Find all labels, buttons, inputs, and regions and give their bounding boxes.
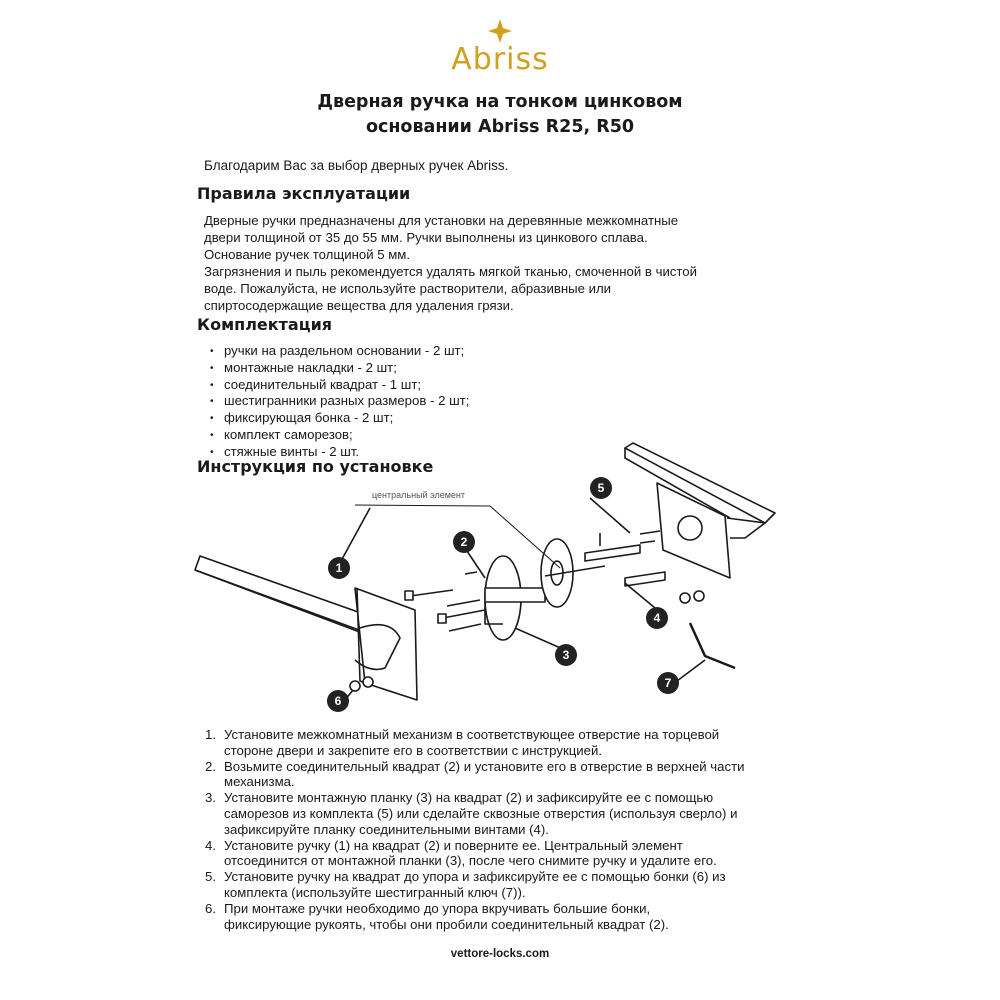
central-element-drawing (541, 539, 605, 607)
callout-4: 4 (653, 611, 661, 625)
step-item (205, 869, 745, 900)
rules-line: двери толщиной от 35 до 55 мм. Ручки выполнены из цинкового сплава. (204, 230, 648, 245)
step-line: Установите ручку на квадрат до упора и зафиксируйте ее с помощью бонки (6) из (224, 869, 726, 885)
callout-5: 5 (597, 481, 605, 495)
page-title (0, 90, 1000, 140)
list-item: • шестигранники разных размеров - 2 шт; (210, 393, 469, 410)
callout-6: 6 (334, 694, 342, 708)
step-line: отсоединится от монтажной планки (3), после чего снимите ручку и удалите его. (224, 853, 717, 869)
list-item: • соединительный квадрат - 1 шт; (210, 377, 469, 394)
callout-2: 2 (460, 535, 468, 549)
step-line: саморезов из комплекта (5) или сделайте сквозные отверстия (используя сверло) и (224, 805, 738, 821)
step-number: 5. (205, 869, 216, 885)
step-item (205, 901, 745, 932)
intro-text: Благодарим Вас за выбор дверных ручек Abriss. (204, 158, 509, 173)
bonki-drawing (350, 677, 373, 691)
step-item (205, 759, 745, 790)
install-heading: Инструкция по установке (197, 457, 434, 476)
callout-7: 7 (664, 676, 672, 690)
step-line: фиксирующие рукоять, чтобы они пробили соединительный квадрат (2). (224, 916, 669, 932)
footer-website: vettore-locks.com (450, 948, 550, 960)
title-line-1: Дверная ручка на тонком цинковом (317, 92, 683, 112)
step-line: комплекта (используйте шестигранный ключ (7)). (224, 884, 526, 900)
title-line-2: основании Abriss R25, R50 (365, 117, 635, 137)
installation-diagram (185, 438, 785, 728)
list-item: • фиксирующая бонка - 2 шт; (210, 410, 469, 427)
handle-left-drawing (195, 556, 417, 700)
list-item: • монтажные накладки - 2 шт; (210, 360, 469, 377)
step-line: стороне двери и закрепите его в соответствии с инструкцией. (224, 742, 603, 758)
step-number: 2. (205, 758, 216, 774)
rules-heading: Правила эксплуатации (197, 184, 411, 203)
rules-line: Основание ручек толщиной 5 мм. (204, 247, 411, 262)
mounting-plate-drawing (485, 556, 545, 640)
step-line: механизма. (224, 774, 295, 790)
diamond-star-icon (487, 18, 513, 44)
central-element-label: центральный элемент (372, 490, 466, 500)
handle-right-drawing (625, 443, 775, 578)
callout-1: 1 (335, 561, 343, 575)
screws-left (405, 572, 485, 631)
hex-key-drawing (690, 623, 735, 668)
rules-line: Дверные ручки предназначены для установки на деревянные межкомнатные (204, 213, 679, 228)
install-steps (205, 727, 745, 933)
step-item (205, 790, 745, 837)
step-number: 1. (205, 727, 216, 742)
rules-text (204, 212, 804, 314)
step-number: 6. (205, 901, 216, 917)
step-number: 3. (205, 790, 216, 806)
step-line: При монтаже ручки необходимо до упора вкручивать большие бонки, (224, 901, 651, 917)
step-number: 4. (205, 837, 216, 853)
list-item: • комплект саморезов; (210, 427, 469, 444)
callout-3: 3 (562, 648, 570, 662)
rules-line: Загрязнения и пыль рекомендуется удалять мягкой тканью, смоченной в чистой (204, 264, 697, 279)
kit-heading: Комплектация (197, 315, 333, 334)
step-line: Установите монтажную планку (3) на квадрат (2) и зафиксируйте ее с помощью (224, 790, 714, 806)
rules-line: воде. Пожалуйста, не используйте растворители, абразивные или (204, 281, 612, 296)
step-line: Возьмите соединительный квадрат (2) и установите его в отверстие в верхней части (224, 758, 745, 774)
list-item: • стяжные винты - 2 шт. (210, 444, 469, 461)
step-line: Установите ручку (1) на квадрат (2) и поверните ее. Центральный элемент (224, 837, 683, 853)
brand-name: Abriss (451, 42, 549, 77)
rules-line: спиртосодержащие вещества для удаления грязи. (204, 298, 514, 313)
step-item (205, 838, 745, 869)
step-line: зафиксируйте планку соединительными винтами (4). (224, 821, 549, 837)
step-line: Установите межкомнатный механизм в соответствующее отверстие на торцевой (224, 727, 720, 742)
list-item: • ручки на раздельном основании - 2 шт; (210, 343, 469, 360)
brand-logo (0, 18, 1000, 77)
step-item (205, 727, 745, 758)
